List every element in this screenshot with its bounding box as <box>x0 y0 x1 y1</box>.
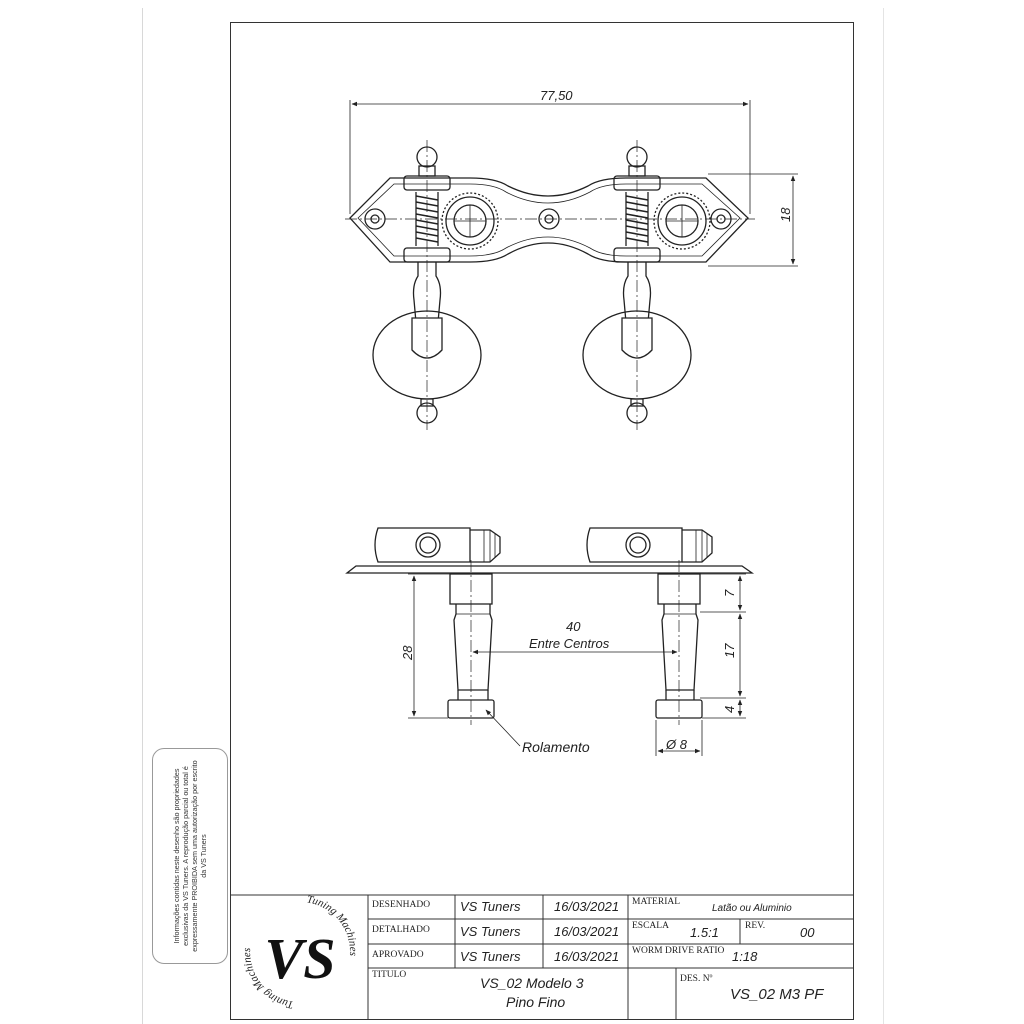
detalhado-label: DETALHADO <box>372 925 430 935</box>
logo-ring-text: Tuning Machines <box>241 947 295 1011</box>
material-value: Latão ou Aluminio <box>712 903 792 914</box>
detalhado-date: 16/03/2021 <box>554 924 620 939</box>
top-view <box>345 100 798 430</box>
desenhado-label: DESENHADO <box>372 900 431 910</box>
dim-post-length-text: 28 <box>400 645 415 660</box>
dim-seg-mid-text: 17 <box>722 643 737 658</box>
titulo-line1: VS_02 Modelo 3 <box>480 975 584 991</box>
dim-center-distance-label: Entre Centros <box>529 636 610 651</box>
dim-diameter-text: Ø 8 <box>666 737 687 752</box>
des-number-label: DES. Nº <box>680 974 713 984</box>
detalhado-by: VS Tuners <box>460 924 521 939</box>
dim-overall-width <box>350 100 750 214</box>
desenhado-date: 16/03/2021 <box>554 899 620 914</box>
side-tuner-left <box>375 528 500 718</box>
worm-ratio-value: 1:18 <box>732 949 758 964</box>
aprovado-label: APROVADO <box>372 950 424 960</box>
des-number-value: VS_02 M3 PF <box>730 986 824 1003</box>
escala-label: ESCALA <box>632 921 669 931</box>
rev-label: REV. <box>745 921 766 931</box>
material-label: MATERIAL <box>632 897 681 907</box>
gear-right <box>654 193 710 249</box>
center-lines <box>345 140 755 430</box>
dim-overall-width-text: 77,50 <box>540 88 573 103</box>
side-tuner-right <box>587 528 712 718</box>
side-plate <box>347 566 752 573</box>
desenhado-by: VS Tuners <box>460 899 521 914</box>
roller-label: Rolamento <box>522 739 590 755</box>
vs-tuners-logo <box>241 893 359 1010</box>
logo-ring-text-2: Tuning Machines <box>305 893 360 957</box>
dim-height-text: 18 <box>778 207 793 222</box>
notice-text: Informações contidas neste desenho são propriedades exclusivas da VS Tuners. A reprodução parcial ou total é expressamente PROIBIDA sem uma autorização por escrito da VS Tuners <box>172 760 208 952</box>
aprovado-by: VS Tuners <box>460 949 521 964</box>
rev-value: 00 <box>800 925 815 940</box>
titulo-label: TITULO <box>372 970 407 980</box>
dim-center-distance-text: 40 <box>566 619 581 634</box>
gear-left <box>442 193 498 249</box>
worm-ratio-label: WORM DRIVE RATIO <box>632 946 725 956</box>
escala-value: 1.5:1 <box>690 925 719 940</box>
roller-leader <box>486 710 520 746</box>
dim-seg-bottom-text: 4 <box>722 705 737 713</box>
titulo-line2: Pino Fino <box>506 994 566 1010</box>
logo-monogram: VS <box>264 926 336 991</box>
dim-seg-top-text: 7 <box>722 589 737 597</box>
aprovado-date: 16/03/2021 <box>554 949 620 964</box>
